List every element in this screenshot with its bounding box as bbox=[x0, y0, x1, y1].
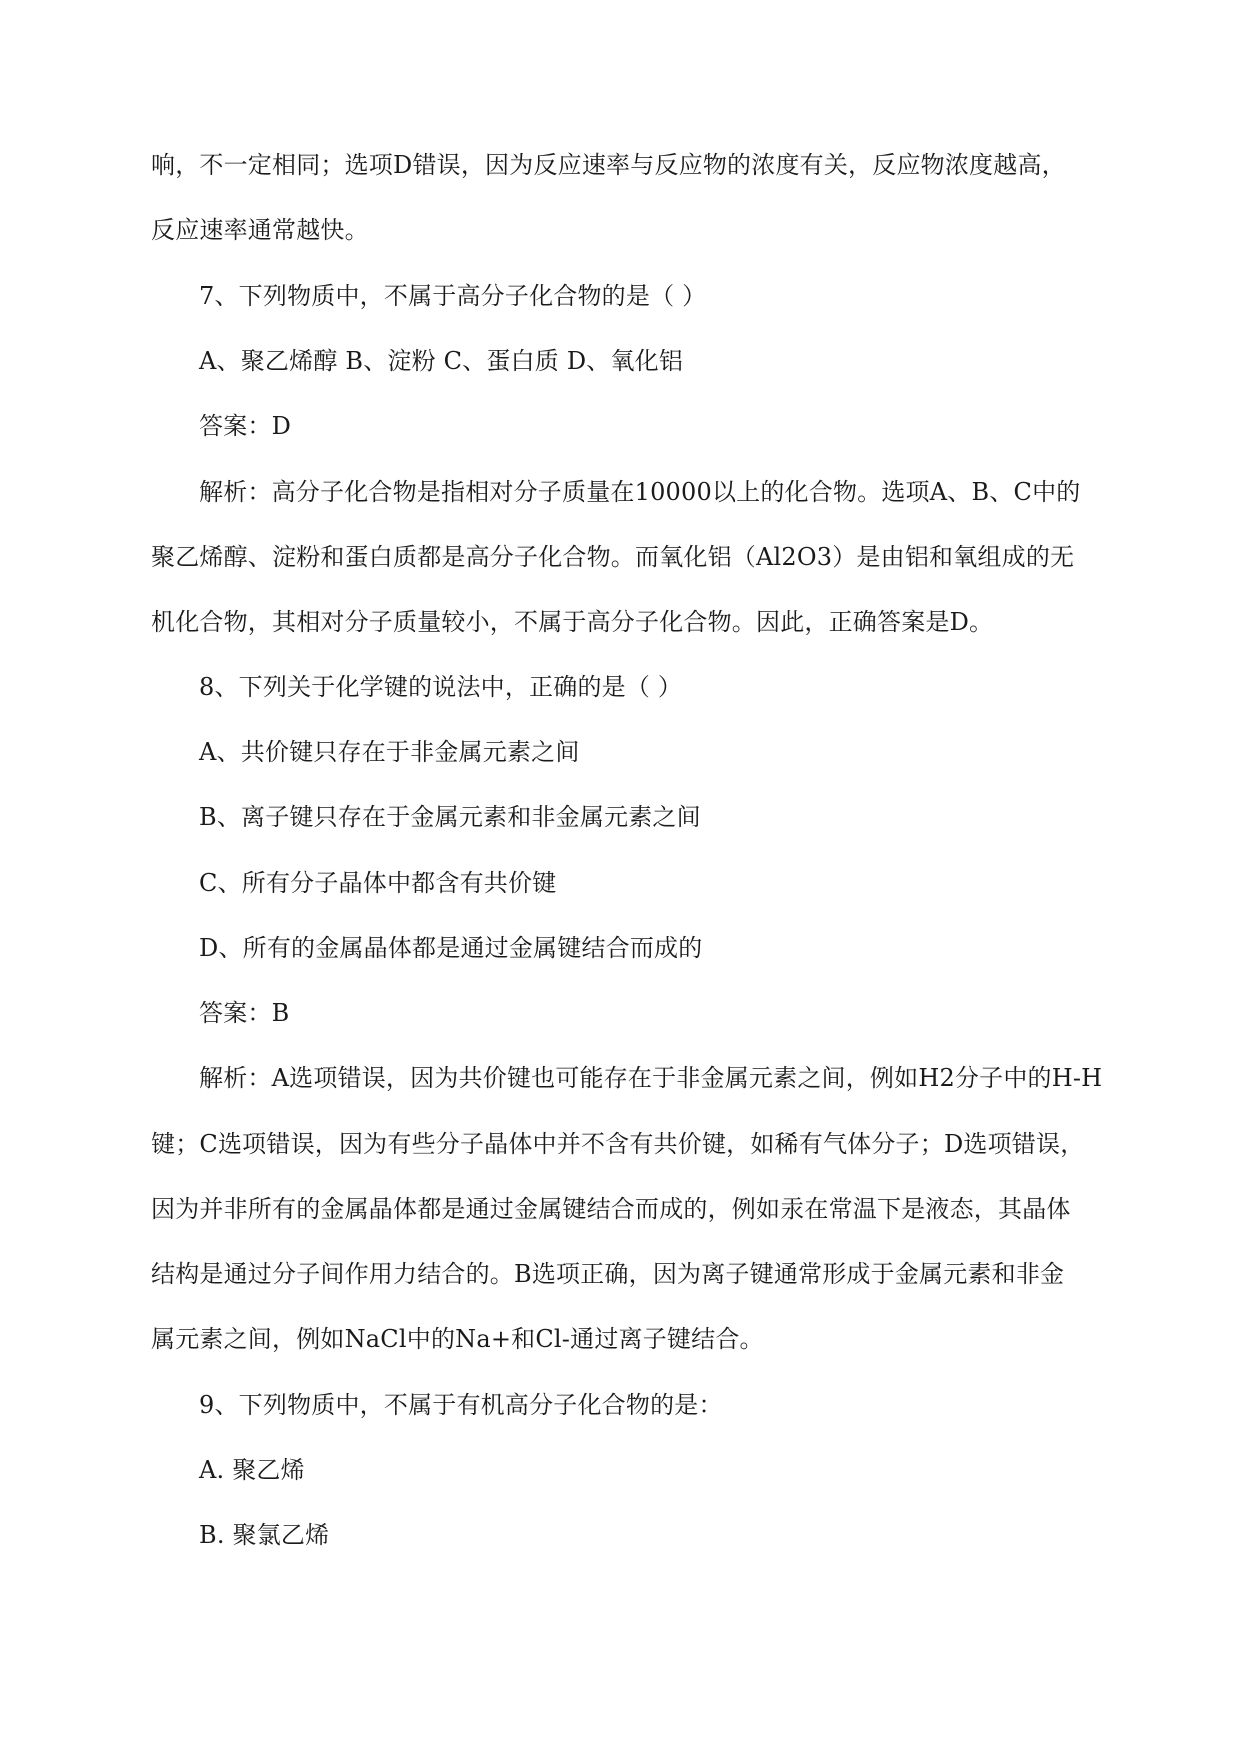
question-8-stem: 8、下列关于化学键的说法中，正确的是（ ） bbox=[199, 673, 683, 701]
question-8-option-b: B、离子键只存在于金属元素和非金属元素之间 bbox=[199, 803, 701, 831]
question-9-stem: 9、下列物质中，不属于有机高分子化合物的是： bbox=[199, 1391, 723, 1419]
question-9-option-a: A. 聚乙烯 bbox=[199, 1456, 305, 1484]
question-8-option-d: D、所有的金属晶体都是通过金属键结合而成的 bbox=[199, 934, 703, 962]
question-8-explanation: 因为并非所有的金属晶体都是通过金属键结合而成的，例如汞在常温下是液态，其晶体 bbox=[151, 1195, 1071, 1223]
question-8-option-a: A、共价键只存在于非金属元素之间 bbox=[199, 738, 580, 766]
question-7-answer: 答案：D bbox=[199, 412, 292, 440]
question-9-option-b: B. 聚氯乙烯 bbox=[199, 1521, 330, 1549]
question-8-option-c: C、所有分子晶体中都含有共价键 bbox=[199, 869, 557, 897]
question-7-options: A、聚乙烯醇 B、淀粉 C、蛋白质 D、氧化铝 bbox=[199, 347, 684, 375]
question-8-explanation: 解析：A选项错误，因为共价键也可能存在于非金属元素之间，例如H2分子中的H-H bbox=[199, 1064, 1103, 1092]
question-8-explanation: 属元素之间，例如NaCl中的Na+和Cl-通过离子键结合。 bbox=[151, 1325, 764, 1353]
question-8-explanation: 结构是通过分子间作用力结合的。B选项正确，因为离子键通常形成于金属元素和非金 bbox=[151, 1260, 1065, 1288]
question-7-explanation: 聚乙烯醇、淀粉和蛋白质都是高分子化合物。而氧化铝（Al2O3）是由铝和氧组成的无 bbox=[151, 543, 1075, 571]
question-7-explanation: 机化合物，其相对分子质量较小，不属于高分子化合物。因此，正确答案是D。 bbox=[151, 608, 994, 636]
question-8-answer: 答案：B bbox=[199, 999, 290, 1027]
paragraph-line: 反应速率通常越快。 bbox=[151, 216, 369, 244]
question-7-stem: 7、下列物质中，不属于高分子化合物的是（ ） bbox=[199, 282, 707, 310]
paragraph-line: 响，不一定相同；选项D错误，因为反应速率与反应物的浓度有关，反应物浓度越高， bbox=[151, 151, 1066, 179]
question-7-explanation: 解析：高分子化合物是指相对分子质量在10000以上的化合物。选项A、B、C中的 bbox=[199, 478, 1081, 506]
question-8-explanation: 键；C选项错误，因为有些分子晶体中并不含有共价键，如稀有气体分子；D选项错误， bbox=[151, 1130, 1085, 1158]
